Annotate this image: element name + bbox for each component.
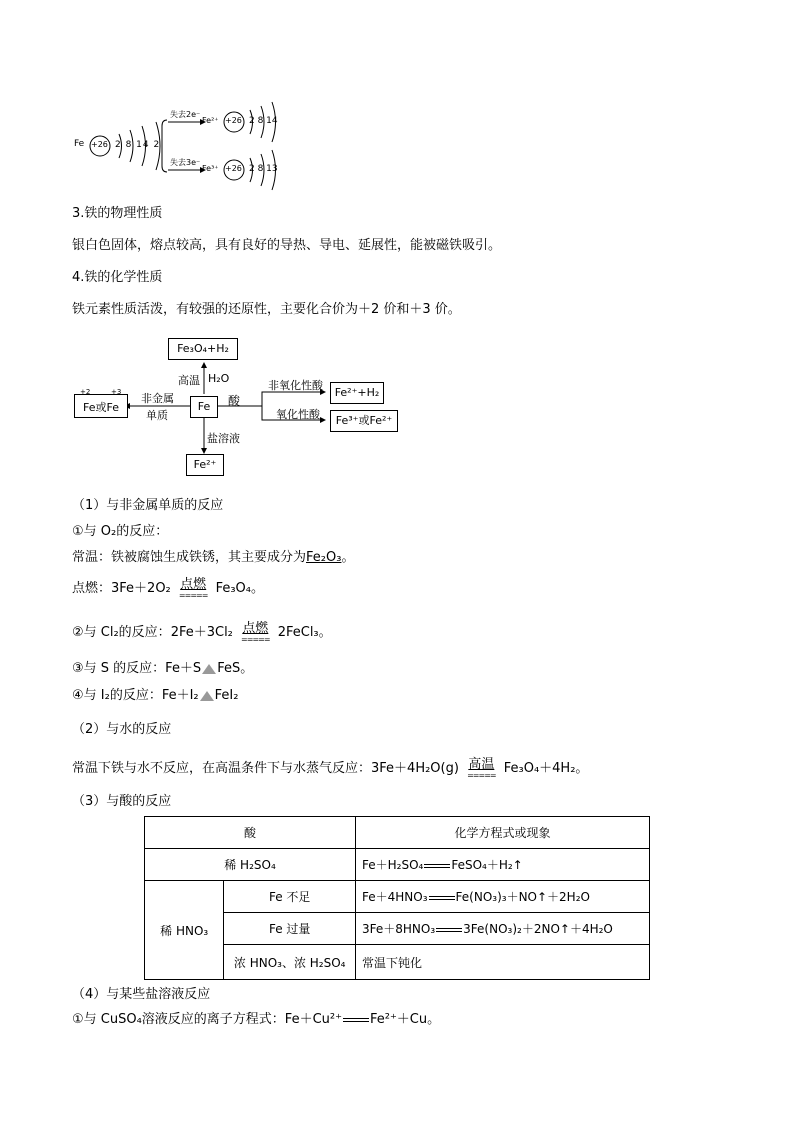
s4-ionic-equation [72, 1011, 440, 1029]
oxidizing-acid-label: 氧化性酸 [276, 408, 320, 421]
row-dilute-h2so4-eq [356, 849, 650, 881]
atom-shells: 2 8 14 2 [115, 140, 161, 150]
row-concentrated-result: 常温下钝化 [356, 945, 650, 980]
bottom-label-salt: 盐溶液 [207, 432, 240, 445]
s1-cl2 [72, 620, 332, 642]
bottom-product-box: Fe²⁺ [186, 454, 224, 476]
equals-sign [343, 1018, 369, 1022]
table-header-acid: 酸 [145, 817, 356, 849]
cl2-condition: 点燃 ===== [241, 621, 270, 644]
fe3-ion-symbol: Fe³⁺ [202, 164, 219, 173]
atom-symbol: Fe [74, 139, 85, 149]
s1-s-rhs: FeS。 [217, 661, 254, 676]
left-label-nonmetal: 非金属 [141, 392, 174, 405]
section-3-title: 3.铁的物理性质 [72, 206, 163, 221]
table-row [145, 849, 650, 881]
row-dilute-hno3: 稀 HNO₃ [145, 881, 224, 980]
left-label-element: 单质 [146, 409, 168, 422]
fe3-nucleus: +26 [225, 164, 242, 173]
s1-ignite-lhs: 3Fe＋2O₂ [111, 581, 171, 596]
s2-title: （2）与水的反应 [72, 722, 172, 737]
lose-2e-label: 失去2e⁻ [170, 110, 201, 119]
s1-cl2-prefix: ②与 Cl₂的反应： [72, 625, 171, 640]
s2-text-prefix: 常温下铁与水不反应，在高温条件下与水蒸气反应： [72, 761, 372, 776]
fe2-shells: 2 8 14 [249, 116, 278, 126]
eq-lhs: Fe＋H₂SO₄ [362, 858, 424, 872]
s4-rhs: Fe²⁺＋Cu。 [369, 1012, 441, 1027]
eq-rhs: FeSO₄＋H₂↑ [451, 858, 523, 872]
right-label-acid: 酸 [228, 394, 241, 408]
acid-reaction-table [144, 816, 650, 980]
eq-rhs: Fe(NO₃)₃＋NO↑＋2H₂O [455, 890, 590, 904]
section-3-text: 银白色固体，熔点较高，具有良好的导热、导电、延展性，能被磁铁吸引。 [72, 238, 502, 253]
section-4-title: 4.铁的化学性质 [72, 270, 163, 285]
s1-s-prefix: ③与 S 的反应：Fe＋S [72, 661, 202, 676]
s1-normal-suffix: 。 [341, 550, 355, 565]
s1-ignite-prefix: 点燃： [72, 581, 112, 596]
s1-normal-answer: Fe₂O₃ [306, 550, 342, 565]
row-fe-excess: Fe 过量 [224, 913, 356, 945]
table-header-row [145, 817, 650, 849]
s1-i2 [72, 687, 238, 705]
row-fe-insufficient: Fe 不足 [224, 881, 356, 913]
heat-triangle-icon [200, 691, 214, 701]
s1-normal-temp [72, 549, 354, 567]
eq-lhs: 3Fe＋8HNO₃ [362, 922, 436, 936]
heat-triangle-icon [202, 664, 216, 674]
oxidizing-product-box: Fe³⁺或Fe²⁺ [330, 410, 398, 432]
left-box-text: Fe或Fe [83, 401, 119, 414]
row-dilute-h2so4: 稀 H₂SO₄ [145, 849, 356, 881]
s1-title: （1）与非金属单质的反应 [72, 498, 224, 513]
s1-o2: ①与 O₂的反应： [72, 524, 169, 539]
s1-i2-rhs: FeI₂ [214, 688, 239, 703]
ignite-cond-text: 点燃 [180, 577, 207, 592]
top-product-box: Fe₃O₄+H₂ [168, 338, 238, 360]
s1-s [72, 660, 253, 678]
equals-sign [436, 928, 462, 932]
table-row [145, 881, 650, 913]
s1-i2-prefix: ④与 I₂的反应：Fe＋I₂ [72, 688, 199, 703]
s3-title: （3）与酸的反应 [72, 794, 172, 809]
row-fe-excess-eq [356, 913, 650, 945]
lose-3e-label: 失去3e⁻ [170, 158, 201, 167]
s1-cl2-rhs: 2FeCl₃。 [277, 625, 332, 640]
s2-rhs: Fe₃O₄＋4H₂。 [503, 761, 589, 776]
iron-reaction-diagram [70, 332, 410, 480]
atom-diagram [72, 96, 292, 192]
s4-lhs: ①与 CuSO₄溶液反应的离子方程式：Fe＋Cu²⁺ [72, 1012, 342, 1027]
section-4-text: 铁元素性质活泼，有较强的还原性，主要化合价为＋2 价和＋3 价。 [72, 302, 461, 317]
left-sup-3: +3 [111, 388, 122, 396]
ignite-condition: 点燃 ===== [178, 577, 208, 600]
cl2-cond-text: 点燃 [242, 621, 269, 636]
s2-lhs: 3Fe＋4H₂O(g) [371, 761, 459, 776]
top-label-high-temp: 高温 [178, 374, 200, 387]
equals-sign [424, 864, 450, 868]
eq-lhs: Fe＋4HNO₃ [362, 890, 428, 904]
high-temp-cond-text: 高温 [468, 757, 495, 772]
equals-sign [429, 896, 455, 900]
row-concentrated: 浓 HNO₃、浓 H₂SO₄ [224, 945, 356, 980]
non-oxidizing-acid-label: 非氧化性酸 [268, 379, 323, 392]
top-label-h2o: H₂O [208, 372, 230, 385]
non-oxidizing-product-box: Fe²⁺+H₂ [330, 382, 384, 404]
left-sup-2: +2 [80, 388, 91, 396]
s1-ignite-rhs: Fe₃O₄。 [215, 581, 264, 596]
s1-cl2-lhs: 2Fe＋3Cl₂ [170, 625, 233, 640]
fe3-shells: 2 8 13 [249, 164, 278, 174]
s4-title: （4）与某些盐溶液反应 [72, 987, 211, 1002]
s2-text [72, 756, 588, 778]
high-temp-condition: 高温 ===== [467, 757, 496, 780]
eq-rhs: 3Fe(NO₃)₂＋2NO↑＋4H₂O [463, 922, 613, 936]
s1-normal-prefix: 常温：铁被腐蚀生成铁锈，其主要成分为 [72, 550, 307, 565]
row-fe-insufficient-eq [356, 881, 650, 913]
s1-ignite [72, 576, 264, 598]
atom-nucleus: +26 [91, 140, 108, 149]
fe2-ion-symbol: Fe²⁺ [202, 116, 219, 125]
fe2-nucleus: +26 [225, 116, 242, 125]
table-header-equation: 化学方程式或现象 [356, 817, 650, 849]
left-product-box [74, 388, 128, 418]
center-fe-box: Fe [190, 396, 218, 418]
